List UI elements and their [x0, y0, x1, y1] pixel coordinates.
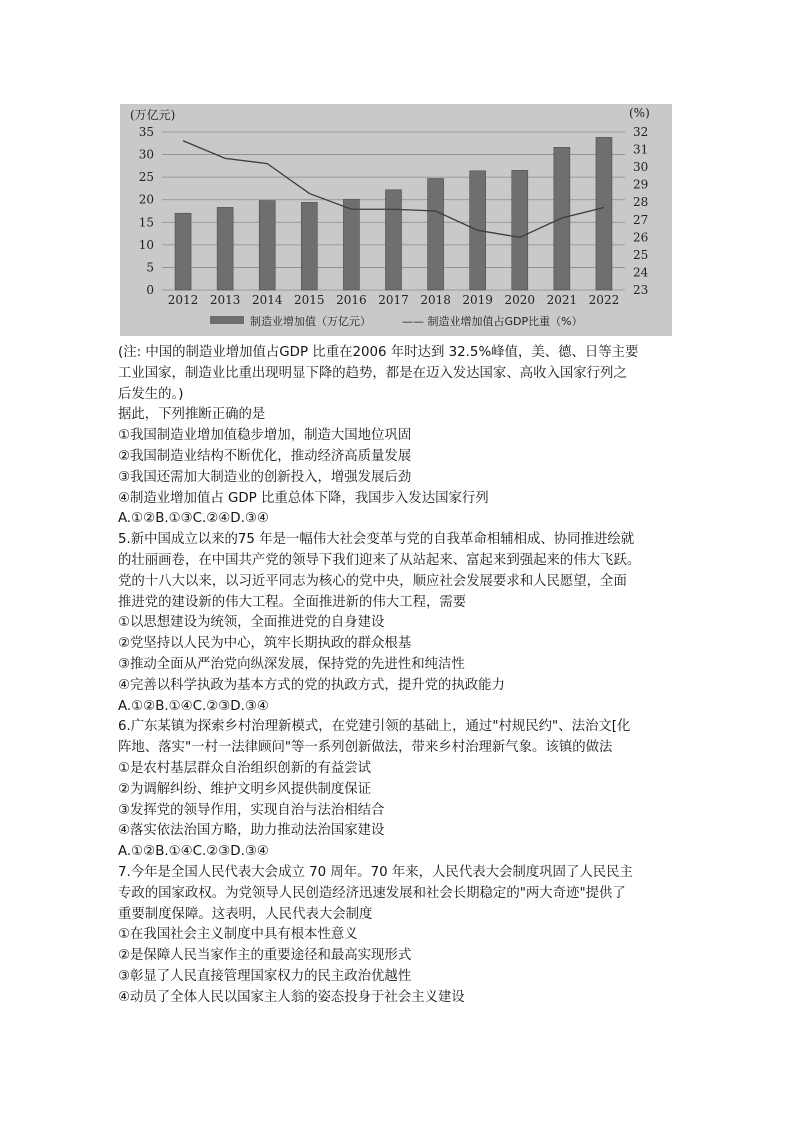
x-tick-label: 2013 [209, 293, 241, 307]
q4-option: ①我国制造业增加值稳步增加，制造大国地位巩固 [118, 428, 412, 444]
q5-option: ①以思想建设为统领，全面推进党的自身建设 [118, 615, 385, 631]
q6-option: ①是农村基层群众自治组织创新的有益尝试 [118, 760, 372, 776]
q5-stem-line: 的壮丽画卷，在中国共产党的领导下我们迎来了从站起来、富起来到强起来的伟大飞跃。 [118, 552, 641, 568]
q7-option: ①在我国社会主义制度中具有根本性意义 [118, 927, 358, 943]
legend-bar-label: 制造业增加值（万亿元） [250, 315, 371, 328]
left-tick-label: 20 [138, 192, 154, 207]
q4-option: ④制造业增加值占 GDP 比重总体下降，我国步入发达国家行列 [118, 490, 489, 506]
right-tick-label: 23 [633, 283, 649, 297]
bar [428, 178, 444, 290]
manufacturing-chart [120, 104, 672, 336]
bar [301, 202, 317, 290]
left-tick-label: 10 [138, 237, 154, 252]
q5-stem-line: 5.新中国成立以来的75 年是一幅伟大社会变革与党的自我革命相辅相成、协同推进绘就 [118, 532, 635, 548]
q5-stem-line: 党的十八大以来，以习近平同志为核心的党中央，顺应社会发展要求和人民愿望，全面 [118, 573, 627, 589]
q5-answers: A.①②B.①④C.②③D.③④ [118, 698, 269, 714]
q5-option: ③推动全面从严治党向纵深发展，保持党的先进性和纯洁性 [118, 656, 465, 672]
question-4 [118, 405, 678, 530]
x-tick-label: 2018 [420, 293, 451, 307]
x-tick-label: 2016 [336, 293, 367, 307]
left-tick-label: 25 [138, 170, 154, 185]
x-tick-label: 2014 [251, 293, 283, 307]
q4-option: ②我国制造业结构不断优化，推动经济高质量发展 [118, 448, 412, 464]
legend-bar-swatch [210, 316, 244, 324]
x-tick-label: 2020 [504, 293, 536, 307]
q7-option: ④动员了全体人民以国家主人翁的姿态投身于社会主义建设 [118, 989, 465, 1005]
legend-line-label: —— 制造业增加值占GDP比重（%） [402, 315, 583, 328]
left-tick-label: 30 [138, 147, 154, 162]
q6-option: ④落实依法治国方略，助力推动法治国家建设 [118, 823, 385, 839]
q5-option: ②党坚持以人民为中心，筑牢长期执政的群众根基 [118, 636, 412, 652]
left-tick-label: 35 [138, 125, 154, 139]
left-axis-label: (万亿元) [130, 108, 176, 122]
q4-stem: 据此，下列推断正确的是 [118, 407, 266, 423]
right-tick-label: 27 [633, 212, 649, 227]
right-tick-label: 30 [633, 160, 649, 175]
right-tick-label: 31 [633, 142, 649, 157]
q6-stem-line: 6.广东某镇为探索乡村治理新模式，在党建引领的基础上，通过"村规民约"、法治文[化 [118, 719, 631, 735]
left-tick-label: 5 [146, 260, 154, 275]
right-tick-label: 26 [633, 230, 649, 245]
q7-stem-line: 重要制度保障。这表明，人民代表大会制度 [118, 906, 373, 922]
right-tick-label: 32 [633, 125, 649, 139]
left-tick-label: 0 [146, 283, 154, 297]
q6-option: ③发挥党的领导作用，实现自治与法治相结合 [118, 802, 385, 818]
x-tick-label: 2015 [294, 293, 325, 307]
q6-option: ②为调解纠纷、维护文明乡风提供制度保证 [118, 781, 372, 797]
chart-note [118, 343, 678, 405]
q7-option: ②是保障人民当家作主的重要途径和最高实现形式 [118, 948, 412, 964]
right-axis-label: (%) [629, 106, 650, 120]
right-tick-label: 25 [633, 247, 649, 262]
left-tick-label: 15 [138, 215, 154, 230]
question-6 [118, 717, 678, 863]
bar [596, 137, 612, 290]
x-tick-label: 2012 [167, 293, 199, 307]
x-tick-label: 2021 [546, 293, 578, 307]
q7-stem-line: 7.今年是全国人民代表大会成立 70 周年。70 年来，人民代表大会制度巩固了人民民主 [118, 864, 633, 880]
right-tick-label: 24 [633, 265, 649, 280]
bar [512, 170, 528, 290]
note-line: 后发生的。) [118, 386, 184, 402]
chart-legend [210, 314, 583, 328]
x-tick-label: 2022 [588, 293, 620, 307]
chart-svg [120, 104, 672, 336]
q4-option: ③我国还需加大制造业的创新投入，增强发展后劲 [118, 469, 412, 485]
q5-option: ④完善以科学执政为基本方式的党的执政方式，提升党的执政能力 [118, 677, 505, 693]
right-tick-label: 28 [633, 195, 649, 210]
bar [259, 201, 275, 290]
note-line: 工业国家，制造业比重出现明显下降的趋势，都是在迈入发达国家、高收入国家行列之 [118, 365, 627, 381]
x-tick-label: 2017 [378, 293, 409, 307]
x-tick-label: 2019 [462, 293, 493, 307]
bar [175, 213, 191, 290]
q6-stem-line: 阵地、落实"一村一法律顾问"等一系列创新做法，带来乡村治理新气象。该镇的做法 [118, 740, 613, 756]
q4-answers: A.①②B.①③C.②④D.③④ [118, 511, 269, 527]
note-line: (注: 中国的制造业增加值占GDP 比重在2006 年时达到 32.5%峰值，美、德、日等主要 [118, 345, 639, 360]
bar [217, 207, 233, 290]
question-7 [118, 863, 678, 1009]
bar [386, 190, 402, 290]
q7-stem-line: 专政的国家政权。为党领导人民创造经济迅速发展和社会长期稳定的"两大奇迹"提供了 [118, 885, 626, 901]
q6-answers: A.①②B.①④C.②③D.③④ [118, 844, 269, 860]
question-text [118, 343, 678, 1009]
right-tick-label: 29 [633, 177, 649, 192]
question-5 [118, 530, 678, 717]
q7-option: ③彰显了人民直接管理国家权力的民主政治优越性 [118, 968, 412, 984]
bar [343, 199, 359, 290]
q5-stem-line: 推进党的建设新的伟大工程。全面推进新的伟大工程，需要 [118, 594, 467, 610]
